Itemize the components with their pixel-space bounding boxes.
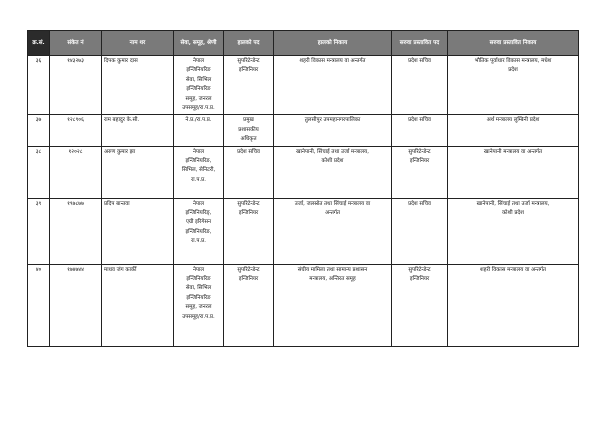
transfer-table <box>27 30 579 347</box>
cell-office: खानेपानी, सिंचाई तथा उर्जा मन्त्रालय, कोशी प्रदेश <box>274 146 392 198</box>
cell-new-office: भौतिक पूर्वाधार विकास मन्त्रालय, मधेश प्रदेश <box>448 56 579 115</box>
cell-sn: ३८ <box>28 146 50 198</box>
cell-service: ने.प्र./रा.प.प्र. <box>174 115 224 146</box>
cell-sn: ३९ <box>28 198 50 264</box>
cell-code: १२०२८ <box>50 146 102 198</box>
cell-sn: ३७ <box>28 115 50 146</box>
cell-position: प्रदेश सचिव <box>224 146 274 198</box>
cell-new-office: खानेपानी मन्त्रालय वा अन्तर्गत <box>448 146 579 198</box>
cell-new-office: खानेपानी, सिंचाई तथा उर्जा मन्त्रालय, कोशी प्रदेश <box>448 198 579 264</box>
cell-office: उर्जा, जलस्रोत तथा सिंचाई मन्त्रालय वा अन्तर्गत <box>274 198 392 264</box>
table-header-row <box>28 31 579 56</box>
cell-new-position: प्रदेश सचिव <box>392 56 448 115</box>
header-service: सेवा, समूह, श्रेणी <box>174 31 224 56</box>
cell-position: प्रमुख प्रशासकीय अधिकृत <box>224 115 274 146</box>
cell-new-office: अर्थ मन्त्रालय लुम्बिनी प्रदेश <box>448 115 579 146</box>
header-name: नाम थर <box>102 31 174 56</box>
cell-name: दिपक कुमार दास <box>102 56 174 115</box>
cell-office: तुलसीपुर उपमहानगरपालिका <box>274 115 392 146</box>
cell-name: प्रदिप बान्तवा <box>102 198 174 264</box>
cell-name: अरुण कुमार झा <box>102 146 174 198</box>
cell-office: शहरी विकास मन्त्रालय वा अन्तर्गत <box>274 56 392 115</box>
header-position: हालको पद <box>224 31 274 56</box>
cell-position: सुपरिटेन्डेन्ट इन्जिनियर <box>224 264 274 346</box>
cell-office: संघीय मामिला तथा सामान्य प्रशासन मन्त्रालय, अन्तिरत समूह <box>274 264 392 346</box>
cell-new-position: सुपरिटेन्डेन्ट इन्जिनियर <box>392 264 448 346</box>
table-row <box>28 146 579 198</box>
header-code: संकेत नं <box>50 31 102 56</box>
cell-service: नेपाल इन्जिनियरिङ सेवा, सिभिल इन्जिनियरिङ समूह, जनरल उपसमूह/रा.प.प्र. <box>174 264 224 346</box>
cell-name: माधव जंग कार्की <box>102 264 174 346</box>
cell-position: सुपरिटेन्डेन्ट इन्जिनियर <box>224 198 274 264</box>
table-row <box>28 56 579 115</box>
cell-code: १२८९०६ <box>50 115 102 146</box>
cell-new-office: शहरी विकास मन्त्रालय वा अन्तर्गत <box>448 264 579 346</box>
header-sn: क्र.सं. <box>28 31 50 56</box>
cell-new-position: सुपरिटेन्डेन्ट इन्जिनियर <box>392 146 448 198</box>
cell-new-position: प्रदेश सचिव <box>392 198 448 264</box>
cell-new-position: प्रदेश सचिव <box>392 115 448 146</box>
cell-service: नेपाल इन्जिनियरिङ सेवा, सिभिल इन्जिनियरिङ समूह, जनरल उपसमूह/रा.प.प्र. <box>174 56 224 115</box>
table-row <box>28 264 579 346</box>
cell-code: १४३२७३ <box>50 56 102 115</box>
cell-service: नेपाल इन्जिनियरिङ्, एग्री इरिगेसन इन्जिनियरिङ, रा.प.प्र. <box>174 198 224 264</box>
cell-code: १९७८७७ <box>50 198 102 264</box>
header-new-position: सरुवा प्रस्तावित पद <box>392 31 448 56</box>
cell-sn: ४० <box>28 264 50 346</box>
cell-sn: ३६ <box>28 56 50 115</box>
header-office: हालको निकाय <box>274 31 392 56</box>
cell-position: सुपरिटेन्डेन्ट इन्जिनियर <box>224 56 274 115</box>
table-row <box>28 115 579 146</box>
cell-name: राम बहादुर के.सी. <box>102 115 174 146</box>
table-row <box>28 198 579 264</box>
cell-code: १७४७४४ <box>50 264 102 346</box>
cell-service: नेपाल इन्जिनियरिङ, सिभिल, सेनिटरी, रा.प.प्र. <box>174 146 224 198</box>
header-new-office: सरुवा प्रस्तावित निकाय <box>448 31 579 56</box>
